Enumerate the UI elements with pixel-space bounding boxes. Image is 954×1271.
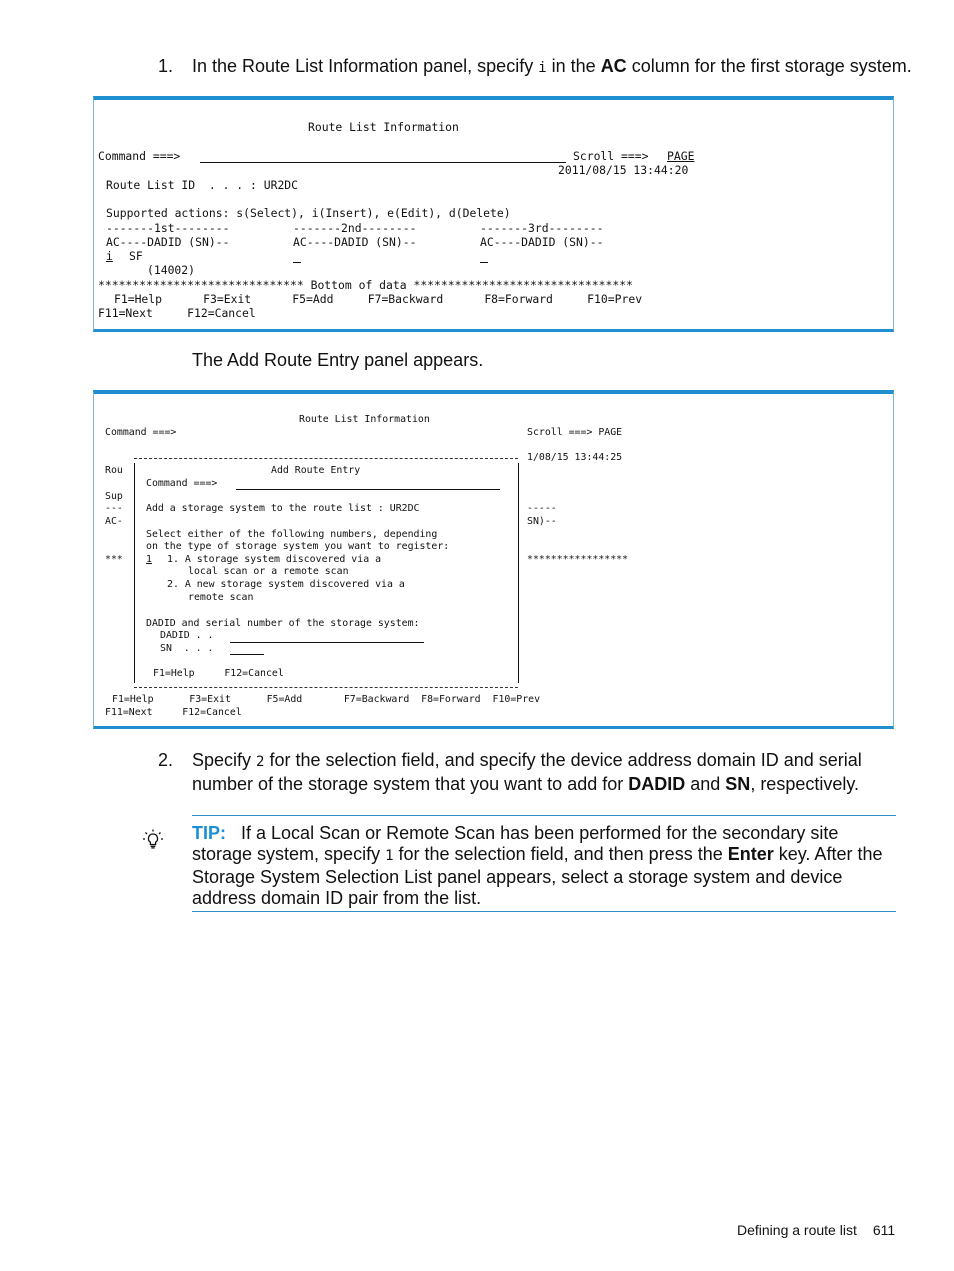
tip-label: TIP: <box>192 823 226 843</box>
option-1-detail: local scan or a remote scan <box>188 566 349 577</box>
page-footer <box>737 1222 895 1238</box>
timestamp: 2011/08/15 13:44:20 <box>558 163 689 177</box>
popup-function-keys: F1=Help F12=Cancel <box>153 668 284 679</box>
timestamp-fragment: 1/08/15 13:44:25 <box>527 452 623 463</box>
option-2: 2. A new storage system discovered via a <box>167 579 405 590</box>
page-number: 611 <box>872 1222 896 1238</box>
popup-title: Add Route Entry <box>271 465 361 476</box>
text: Specify <box>192 750 257 770</box>
text: column for the first storage system. <box>626 56 912 76</box>
bg-text: Sup <box>105 491 123 502</box>
bg-text: AC- <box>105 516 123 527</box>
bold-term: AC <box>600 56 627 76</box>
popup-select-text: on the type of storage system you want to register: <box>146 541 450 552</box>
text: key. After the Storage System Selection List panel appears, select a storage system and device address domain ID pair from the list. <box>192 844 883 908</box>
bold-term: SN <box>725 774 751 794</box>
dadid-sn-prompt: DADID and serial number of the storage system: <box>146 618 420 629</box>
text: , respectively. <box>750 774 860 794</box>
text: for the selection field, and then press the <box>393 844 728 864</box>
column-2nd: -------2nd-------- <box>293 221 417 235</box>
caption: The Add Route Entry panel appears. <box>192 350 484 370</box>
bg-text: *** <box>105 554 123 565</box>
text: In the Route List Information panel, specify <box>192 56 539 76</box>
bold-term: DADID <box>628 774 686 794</box>
bottom-of-data: ****************************** Bottom of data ******************************** <box>98 278 633 292</box>
dadid-value: SF <box>129 249 143 263</box>
popup-command-input[interactable] <box>236 489 500 490</box>
option-2-detail: remote scan <box>188 592 254 603</box>
dadid-label: DADID . . <box>160 630 214 641</box>
popup-command-label: Command ===> <box>146 478 218 489</box>
step-2-text <box>192 749 898 795</box>
inline-code: 1 <box>385 848 394 864</box>
dadid-input[interactable] <box>230 642 424 643</box>
sn-label: SN . . . <box>160 643 214 654</box>
popup-right-border <box>518 463 519 683</box>
tip-bottom-rule <box>192 911 896 912</box>
text: in the <box>546 56 601 76</box>
screen-title: Route List Information <box>299 414 430 425</box>
column-3rd: -------3rd-------- <box>480 221 604 235</box>
command-label: Command ===> <box>98 149 181 163</box>
scroll-label: Scroll ===> <box>573 149 649 163</box>
ac-field-1[interactable]: i <box>106 249 113 263</box>
function-keys-row1: F1=Help F3=Exit F5=Add F7=Backward F8=Forward F10=Prev <box>114 292 643 306</box>
command-label: Command ===> <box>105 427 177 438</box>
bg-text: ***************** <box>527 554 629 565</box>
step-number: 1. <box>158 56 174 76</box>
command-input[interactable] <box>200 162 566 163</box>
step-1-text <box>192 55 912 79</box>
selection-field[interactable]: 1 <box>146 554 152 565</box>
function-keys-row2: F11=Next F12=Cancel <box>105 707 242 718</box>
tip-top-rule <box>192 815 896 816</box>
popup-select-text: Select either of the following numbers, depending <box>146 529 438 540</box>
bg-text: Rou <box>105 465 123 476</box>
bg-text: SN)-- <box>527 516 557 527</box>
tip-text <box>192 823 898 909</box>
column-sub-2: AC----DADID (SN)-- <box>293 235 417 249</box>
footer-section: Defining a route list <box>737 1222 857 1238</box>
inline-code: i <box>538 60 547 76</box>
column-1st: -------1st-------- <box>106 221 230 235</box>
scroll-text: Scroll ===> PAGE <box>527 427 623 438</box>
ac-field-3[interactable] <box>480 262 488 263</box>
function-keys-row2: F11=Next F12=Cancel <box>98 306 256 320</box>
bold-term: Enter <box>727 844 774 864</box>
sn-input[interactable] <box>230 654 264 655</box>
supported-actions: Supported actions: s(Select), i(Insert), e(Edit), d(Delete) <box>106 206 511 220</box>
route-list-screen <box>93 96 894 332</box>
serial-number: (14002) <box>147 263 196 277</box>
add-route-entry-screen <box>93 390 894 729</box>
column-sub-1: AC----DADID (SN)-- <box>106 235 230 249</box>
text: If a Local Scan or Remote Scan has been performed for the secondary site storage system, specify <box>192 823 839 864</box>
function-keys-row1: F1=Help F3=Exit F5=Add F7=Backward F8=Forward F10=Prev <box>112 694 541 705</box>
screen-title: Route List Information <box>308 120 459 134</box>
text: for the selection field, and specify the device address domain ID and serial number of the storage system that you want to add for <box>192 750 862 794</box>
route-list-id: Route List ID . . . : UR2DC <box>106 178 299 192</box>
popup-left-border <box>134 463 135 683</box>
lightbulb-icon <box>141 828 165 857</box>
popup-add-line: Add a storage system to the route list : UR2DC <box>146 503 420 514</box>
column-sub-3: AC----DADID (SN)-- <box>480 235 604 249</box>
step-number: 2. <box>158 750 174 770</box>
bg-text: --- <box>105 503 123 514</box>
ac-field-2[interactable] <box>293 262 301 263</box>
scroll-value[interactable]: PAGE <box>667 149 695 163</box>
text: and <box>685 774 726 794</box>
inline-code: 2 <box>256 754 265 770</box>
bg-text: ----- <box>527 503 557 514</box>
option-1: 1. A storage system discovered via a <box>167 554 382 565</box>
